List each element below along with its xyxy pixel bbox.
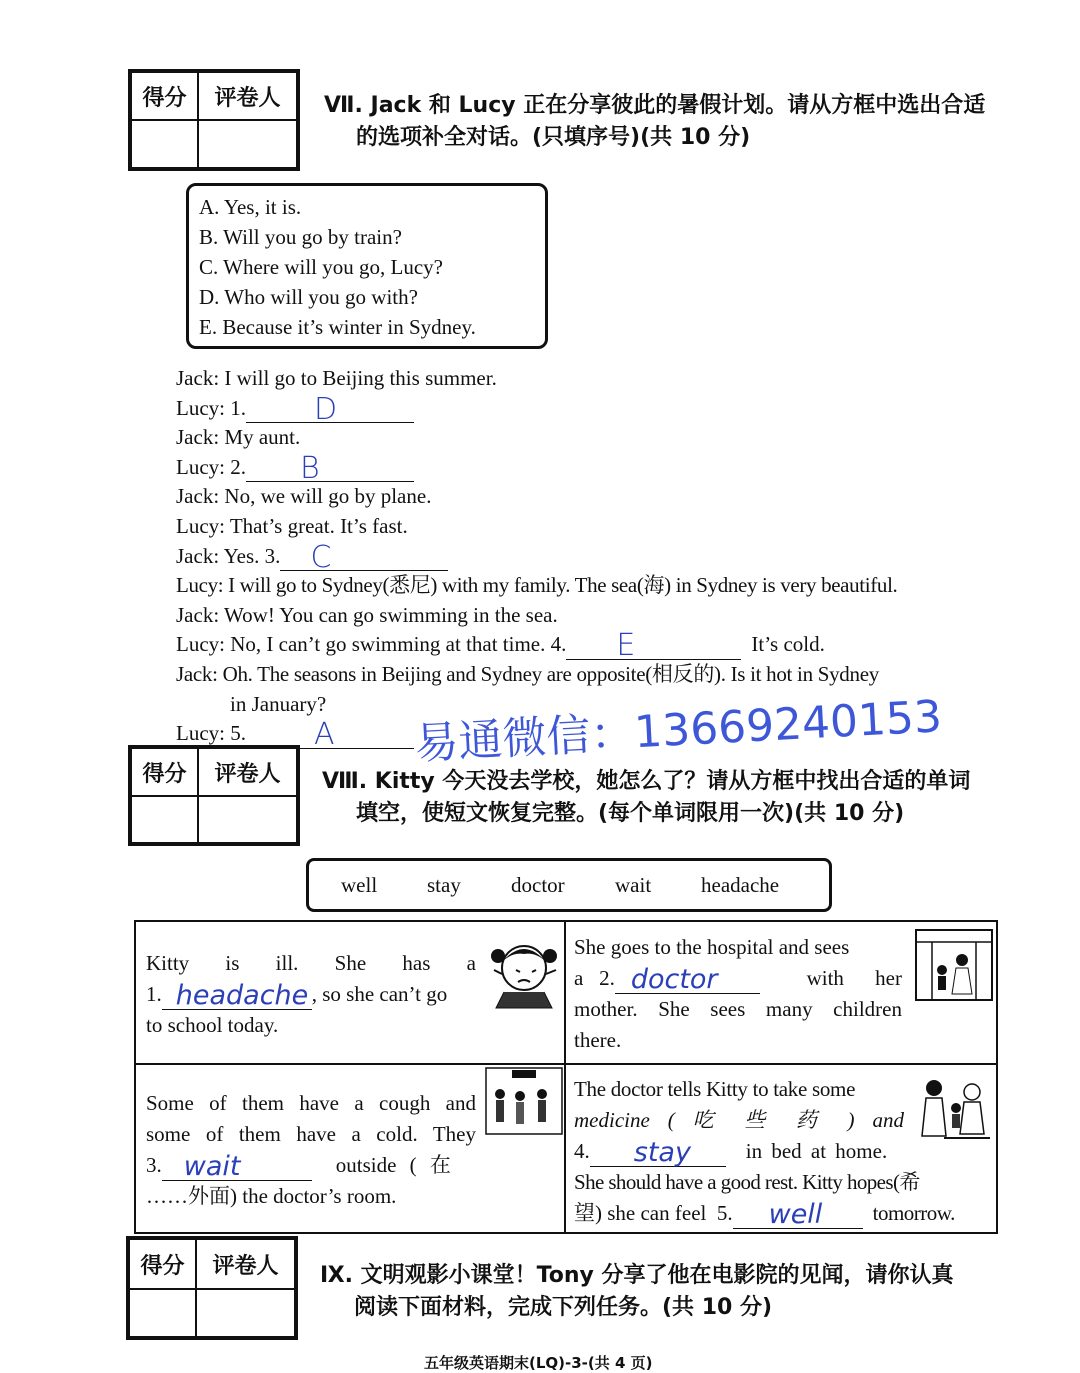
score-box-9 bbox=[126, 1236, 298, 1340]
word-option: headache bbox=[701, 873, 780, 897]
option-d: D. Who will you go with? bbox=[199, 285, 418, 309]
story-text: some of them have a cold. They bbox=[146, 1122, 476, 1146]
word-option: well bbox=[341, 873, 378, 897]
answer-blank-4[interactable] bbox=[566, 628, 741, 664]
story-blank-1[interactable] bbox=[162, 980, 312, 1011]
story-text: to school today. bbox=[146, 1013, 279, 1037]
option-c: C. Where will you go, Lucy? bbox=[199, 255, 443, 279]
story-cell-3 bbox=[146, 1088, 476, 1212]
word-box bbox=[306, 858, 832, 912]
handwritten-word-4: stay bbox=[633, 1137, 691, 1168]
story-text: She should have a good rest. Kitty hopes(希 bbox=[574, 1170, 920, 1194]
word-option: doctor bbox=[511, 873, 565, 897]
story-text: She goes to the hospital and sees bbox=[574, 935, 850, 959]
handwritten-answer-4: E bbox=[616, 628, 636, 664]
section-7-title bbox=[324, 90, 985, 154]
story-grid bbox=[134, 920, 998, 1234]
dialogue-line: Lucy: I will go to Sydney(悉尼) with my family. The sea(海) in Sydney is very beautiful. bbox=[176, 573, 898, 598]
blank-number: 2. bbox=[599, 966, 615, 990]
answer-blank-3[interactable] bbox=[280, 539, 448, 575]
grader-cell[interactable] bbox=[198, 796, 297, 843]
waiting-room-picture bbox=[484, 1066, 564, 1140]
handwritten-answer-2: B bbox=[299, 450, 320, 486]
dialogue-line bbox=[176, 450, 1056, 486]
story-text: in bed at home. bbox=[745, 1139, 888, 1163]
handwritten-word-3: wait bbox=[183, 1151, 241, 1182]
dialogue-line bbox=[176, 628, 1056, 664]
score-label: 得分 bbox=[129, 1239, 196, 1289]
hospital-picture bbox=[912, 924, 996, 1004]
dialogue-prefix: Lucy: 1. bbox=[176, 395, 246, 420]
options-box bbox=[186, 183, 548, 349]
option-b: B. Will you go by train? bbox=[199, 225, 402, 249]
grader-cell[interactable] bbox=[198, 120, 297, 168]
story-cell-2 bbox=[574, 932, 902, 1056]
blank-number: 4. bbox=[574, 1139, 590, 1163]
story-text: , so she can’t go bbox=[311, 982, 448, 1006]
watermark-text: 易通微信：13669240153 bbox=[413, 691, 944, 770]
score-label: 得分 bbox=[131, 748, 198, 796]
word-option: stay bbox=[427, 873, 461, 897]
dialogue-prefix: Lucy: 2. bbox=[176, 454, 246, 479]
answer-blank-2[interactable] bbox=[246, 450, 414, 486]
story-text: The doctor tells Kitty to take some bbox=[574, 1077, 856, 1101]
blank-number: 5. bbox=[716, 1201, 733, 1225]
section-9-title-line1: Ⅸ. 文明观影小课堂！Tony 分享了他在电影院的见闻，请你认真 bbox=[320, 1263, 954, 1288]
handwritten-answer-3: C bbox=[310, 539, 332, 575]
story-text: Some of them have a cough and bbox=[146, 1091, 476, 1115]
handwritten-answer-1: D bbox=[313, 391, 338, 427]
girl-headache-picture bbox=[486, 930, 564, 1010]
score-label: 得分 bbox=[131, 72, 198, 120]
story-text: 望) she can feel bbox=[574, 1201, 707, 1225]
story-text: tomorrow. bbox=[872, 1201, 955, 1225]
dialogue-line bbox=[176, 391, 1056, 427]
story-cell-1 bbox=[146, 948, 476, 1041]
option-a: A. Yes, it is. bbox=[199, 195, 302, 219]
story-text: a bbox=[574, 966, 584, 990]
section-8-title-line1: Ⅷ. Kitty 今天没去学校，她怎么了？请从方框中找出合适的单词 bbox=[322, 769, 971, 794]
dialogue-line: Lucy: That’s great. It’s fast. bbox=[176, 513, 408, 538]
handwritten-answer-5: A bbox=[313, 717, 335, 753]
story-blank-2[interactable] bbox=[615, 964, 760, 995]
dialogue-line: Jack: Oh. The seasons in Beijing and Sydney are opposite(相反的). Is it hot in Sydney bbox=[176, 661, 879, 686]
story-text: medicine ( 吃 些 药 ) and bbox=[574, 1108, 904, 1132]
blank-number: 3. bbox=[146, 1153, 162, 1177]
story-text: outside ( 在 bbox=[335, 1153, 451, 1177]
dialogue-line: in January? bbox=[230, 691, 327, 716]
section-7-title-line1: Ⅶ. Jack 和 Lucy 正在分享彼此的暑假计划。请从方框中选出合适 bbox=[324, 93, 986, 118]
dialogue-line bbox=[176, 539, 1056, 575]
grader-label: 评卷人 bbox=[198, 72, 297, 120]
dialogue-line: Jack: No, we will go by plane. bbox=[176, 484, 432, 509]
score-cell[interactable] bbox=[129, 1289, 196, 1337]
handwritten-word-1: headache bbox=[175, 980, 309, 1011]
story-blank-4[interactable] bbox=[590, 1137, 726, 1168]
dialogue-prefix: Jack: Yes. 3. bbox=[176, 543, 281, 568]
story-text: with her bbox=[806, 966, 902, 990]
option-e: E. Because it’s winter in Sydney. bbox=[199, 315, 476, 339]
grader-cell[interactable] bbox=[196, 1289, 295, 1337]
section-8-title bbox=[322, 766, 970, 830]
word-option: wait bbox=[615, 873, 652, 897]
story-text: mother. She sees many children bbox=[574, 997, 902, 1021]
story-blank-3[interactable] bbox=[162, 1151, 312, 1182]
score-box-8 bbox=[128, 745, 300, 846]
dialogue-line: Jack: Wow! You can go swimming in the sea. bbox=[176, 602, 558, 627]
handwritten-word-5: well bbox=[768, 1199, 823, 1230]
section-9-title-line2: 阅读下面材料，完成下列任务。(共 10 分) bbox=[354, 1295, 773, 1320]
story-text: ……外面) the doctor’s room. bbox=[146, 1184, 397, 1208]
section-8-title-line2: 填空，使短文恢复完整。(每个单词限用一次)(共 10 分) bbox=[356, 801, 905, 826]
page-footer: 五年级英语期末(LQ)-3-(共 4 页) bbox=[424, 1354, 653, 1372]
handwritten-word-2: doctor bbox=[630, 964, 718, 995]
dialogue-line: Jack: I will go to Beijing this summer. bbox=[176, 366, 497, 390]
score-cell[interactable] bbox=[131, 120, 198, 168]
story-text: Kitty is ill. She has a bbox=[146, 951, 476, 975]
dialogue-prefix: Lucy: No, I can’t go swimming at that time. 4. bbox=[176, 632, 567, 657]
doctor-picture bbox=[914, 1068, 994, 1148]
score-cell[interactable] bbox=[131, 796, 198, 843]
answer-blank-1[interactable] bbox=[246, 391, 414, 427]
section-9-title bbox=[320, 1260, 954, 1324]
dialogue-suffix: It’s cold. bbox=[751, 632, 825, 657]
story-blank-5[interactable] bbox=[733, 1199, 863, 1230]
dialogue-line: Jack: My aunt. bbox=[176, 425, 301, 450]
blank-number: 1. bbox=[146, 982, 162, 1006]
section-7-title-line2: 的选项补全对话。(只填序号)(共 10 分) bbox=[356, 125, 751, 150]
grader-label: 评卷人 bbox=[196, 1239, 295, 1289]
score-box-7 bbox=[128, 69, 300, 171]
dialogue-prefix: Lucy: 5. bbox=[176, 721, 246, 746]
grader-label: 评卷人 bbox=[198, 748, 297, 796]
story-text: there. bbox=[574, 1028, 622, 1052]
